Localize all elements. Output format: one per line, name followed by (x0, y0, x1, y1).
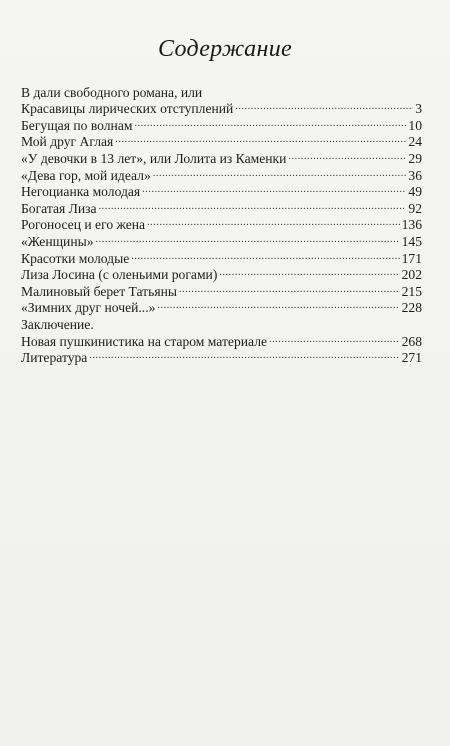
dot-leader (89, 346, 399, 363)
toc-entry-page: 145 (401, 233, 422, 249)
page-title: Содержание (158, 36, 292, 62)
dot-leader (134, 113, 406, 130)
dot-leader (147, 213, 400, 230)
toc-entry-page: 202 (401, 267, 422, 283)
toc-entry-title: «У девочки в 13 лет», или Лолита из Каменки (21, 150, 287, 166)
toc-entry-page: 271 (401, 350, 422, 366)
dot-leader (115, 130, 406, 147)
toc-entry (21, 80, 422, 100)
toc-entry-title: Рогоносец и его жена (21, 217, 146, 233)
toc-entry-title: Негоцианка молодая (21, 184, 141, 200)
toc-entry-title: «Женщины» (21, 233, 94, 249)
toc-entry-page: 3 (415, 101, 422, 117)
toc-entry-title: Бегущая по волнам (21, 117, 133, 133)
toc-entry-title: «Зимних друг ночей...» (21, 300, 156, 316)
toc-entry-page: 49 (408, 184, 422, 200)
toc-entry-page: 228 (401, 300, 422, 316)
dot-leader (142, 180, 406, 197)
toc-entry-title: Лиза Лосина (с оленьими рогами) (21, 267, 218, 283)
toc-entry-title: Мой друг Аглая (21, 134, 114, 150)
dot-leader (179, 279, 400, 296)
toc-entry-page: 29 (408, 150, 422, 166)
toc-entry-page: 136 (401, 217, 422, 233)
toc-entry-page: 215 (401, 283, 422, 299)
table-of-contents (21, 80, 422, 366)
toc-entry-page: 10 (408, 117, 422, 133)
toc-entry-title: Литература (21, 350, 88, 366)
dot-leader (288, 146, 406, 163)
dot-leader (99, 196, 407, 213)
dot-leader (131, 246, 399, 263)
toc-entry-title: Заключение. (21, 316, 94, 332)
toc-entry-page: 36 (408, 167, 422, 183)
toc-entry-page: 268 (401, 333, 422, 349)
toc-entry-title: Красавицы лирических отступлений (21, 101, 234, 117)
toc-entry-page: 171 (401, 250, 422, 266)
dot-leader (219, 263, 399, 280)
toc-entry-title: Красотки молодые (21, 250, 130, 266)
toc-entry-title: Новая пушкинистика на старом материале (21, 333, 268, 349)
toc-entry-title: Малиновый берет Татьяны (21, 283, 177, 299)
dot-leader (157, 296, 399, 313)
dot-leader (153, 163, 407, 180)
toc-entry-title: «Дева гор, мой идеал» (21, 167, 151, 183)
toc-entry-title: Богатая Лиза (21, 200, 97, 216)
dot-leader (269, 329, 400, 346)
toc-entry-page: 92 (408, 200, 422, 216)
toc-entry-title: В дали свободного романа, или (21, 84, 203, 100)
toc-entry-page: 24 (408, 134, 422, 150)
dot-leader (235, 97, 413, 114)
dot-leader (96, 229, 400, 246)
